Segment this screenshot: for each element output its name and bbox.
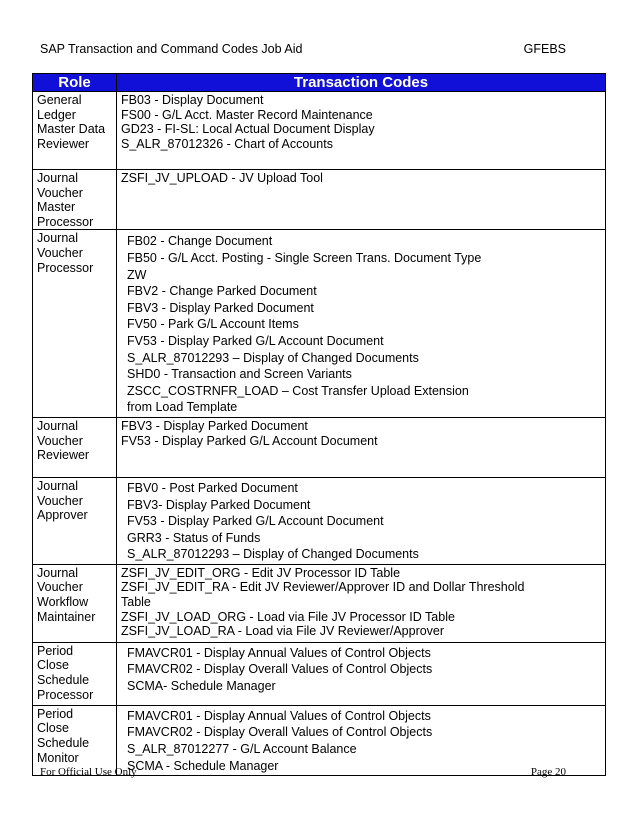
transaction-code-line: ZW	[127, 267, 147, 282]
role-cell	[33, 170, 117, 230]
role-label-line: Journal	[37, 231, 78, 246]
transaction-code-line: SHD0 - Transaction and Screen Variants	[127, 367, 352, 382]
role-cell	[33, 642, 117, 705]
role-label-line: Reviewer	[37, 448, 90, 463]
transaction-code-line: FV53 - Display Parked G/L Account Document	[127, 333, 384, 348]
transaction-codes-cell	[117, 170, 606, 230]
role-label-line: Schedule	[37, 736, 90, 751]
transaction-code-line: S_ALR_87012293 – Display of Changed Documents	[127, 350, 419, 365]
transaction-code-line: FBV3 - Display Parked Document	[127, 300, 314, 315]
transaction-code-line: FB50 - G/L Acct. Posting - Single Screen Trans. Document Type	[127, 250, 482, 265]
transaction-code-line: FMAVCR01 - Display Annual Values of Control Objects	[127, 708, 431, 723]
transaction-code-line: FV53 - Display Parked G/L Account Document	[127, 514, 384, 529]
role-label-line: Journal	[37, 565, 78, 580]
transaction-code-line: FBV2 - Change Parked Document	[127, 284, 317, 299]
transaction-code-line: S_ALR_87012326 - Chart of Accounts	[121, 136, 333, 151]
role-label-line: Schedule	[37, 673, 90, 688]
transaction-code-line: FBV3 - Display Parked Document	[121, 418, 308, 433]
column-header-transaction-codes: Transaction Codes	[117, 74, 606, 92]
role-label-line: Monitor	[37, 750, 79, 765]
transaction-code-line: GD23 - FI-SL: Local Actual Document Display	[121, 122, 375, 137]
transaction-code-line: FMAVCR02 - Display Overall Values of Control Objects	[127, 725, 433, 740]
role-label-line: Close	[37, 658, 69, 673]
transaction-code-line: ZSFI_JV_UPLOAD - JV Upload Tool	[121, 171, 323, 185]
table-row	[33, 230, 606, 418]
transaction-code-line: ZSFI_JV_LOAD_ORG - Load via File JV Processor ID Table	[121, 609, 455, 624]
column-header-role: Role	[33, 74, 117, 92]
role-label-line: Journal	[37, 478, 78, 493]
transaction-code-line: FB03 - Display Document	[121, 93, 264, 107]
page-header-title: SAP Transaction and Command Codes Job Aid	[40, 42, 303, 56]
transaction-codes-cell	[117, 564, 606, 642]
role-label-line: Voucher	[37, 245, 83, 260]
role-label-line: Period	[37, 643, 74, 658]
role-label-line: Master	[37, 200, 76, 215]
transaction-code-line: ZSFI_JV_LOAD_RA - Load via File JV Reviewer/Approver	[121, 624, 445, 639]
transaction-codes-table	[32, 73, 606, 776]
transaction-code-line: FV50 - Park G/L Account Items	[127, 317, 299, 332]
transaction-code-line: FV53 - Display Parked G/L Account Document	[121, 433, 378, 448]
role-cell	[33, 92, 117, 170]
role-label-line: Voucher	[37, 185, 83, 200]
role-label-line: Processor	[37, 687, 94, 702]
transaction-code-line: FB02 - Change Document	[127, 234, 273, 249]
table-header-row	[33, 74, 606, 92]
role-cell	[33, 477, 117, 564]
transaction-code-line: ZSFI_JV_EDIT_RA - Edit JV Reviewer/Approver ID and Dollar Threshold	[121, 580, 525, 595]
table-row	[33, 92, 606, 170]
transaction-code-line: GRR3 - Status of Funds	[127, 530, 261, 545]
role-label-line: Reviewer	[37, 136, 90, 151]
table-row	[33, 642, 606, 705]
role-label-line: Voucher	[37, 433, 83, 448]
role-label-line: Processor	[37, 260, 94, 275]
transaction-code-line: Table	[121, 595, 151, 610]
transaction-code-line: FS00 - G/L Acct. Master Record Maintenance	[121, 107, 373, 122]
table-row	[33, 564, 606, 642]
page-header-org: GFEBS	[523, 42, 566, 56]
table-row	[33, 477, 606, 564]
transaction-code-line: FMAVCR01 - Display Annual Values of Control Objects	[127, 645, 431, 660]
role-cell	[33, 417, 117, 477]
role-cell	[33, 230, 117, 418]
transaction-codes-cell	[117, 230, 606, 418]
transaction-code-line: FBV0 - Post Parked Document	[127, 480, 298, 495]
role-label-line: Maintainer	[37, 609, 96, 624]
transaction-code-line: ZSFI_JV_EDIT_ORG - Edit JV Processor ID Table	[121, 565, 401, 580]
role-label-line: Workflow	[37, 595, 89, 610]
transaction-code-line: ZSCC_COSTRNFR_LOAD – Cost Transfer Upload Extension	[127, 383, 469, 398]
role-label-line: Ledger	[37, 107, 76, 122]
role-label-line: Processor	[37, 214, 94, 229]
table-row	[33, 417, 606, 477]
transaction-code-line: FBV3- Display Parked Document	[127, 497, 311, 512]
role-label-line: General	[37, 93, 82, 107]
transaction-code-line: from Load Template	[127, 400, 238, 415]
role-label-line: Close	[37, 721, 69, 736]
role-cell	[33, 564, 117, 642]
role-label-line: Voucher	[37, 493, 83, 508]
transaction-code-line: S_ALR_87012277 - G/L Account Balance	[127, 742, 357, 757]
transaction-code-line: SCMA - Schedule Manager	[127, 758, 279, 773]
role-label-line: Period	[37, 706, 74, 721]
role-label-line: Journal	[37, 171, 78, 185]
transaction-codes-cell	[117, 92, 606, 170]
role-label-line: Voucher	[37, 580, 83, 595]
table-row	[33, 170, 606, 230]
role-label-line: Journal	[37, 418, 78, 433]
footer-classification: For Official Use Only	[40, 766, 137, 778]
transaction-codes-cell	[117, 417, 606, 477]
transaction-code-line: FMAVCR02 - Display Overall Values of Control Objects	[127, 662, 433, 677]
transaction-code-line: SCMA- Schedule Manager	[127, 679, 276, 694]
transaction-codes-cell	[117, 477, 606, 564]
transaction-code-line: S_ALR_87012293 – Display of Changed Documents	[127, 547, 419, 562]
role-label-line: Master Data	[37, 122, 106, 137]
role-label-line: Approver	[37, 508, 88, 523]
footer-page-number: Page 20	[530, 766, 566, 778]
transaction-codes-cell	[117, 642, 606, 705]
